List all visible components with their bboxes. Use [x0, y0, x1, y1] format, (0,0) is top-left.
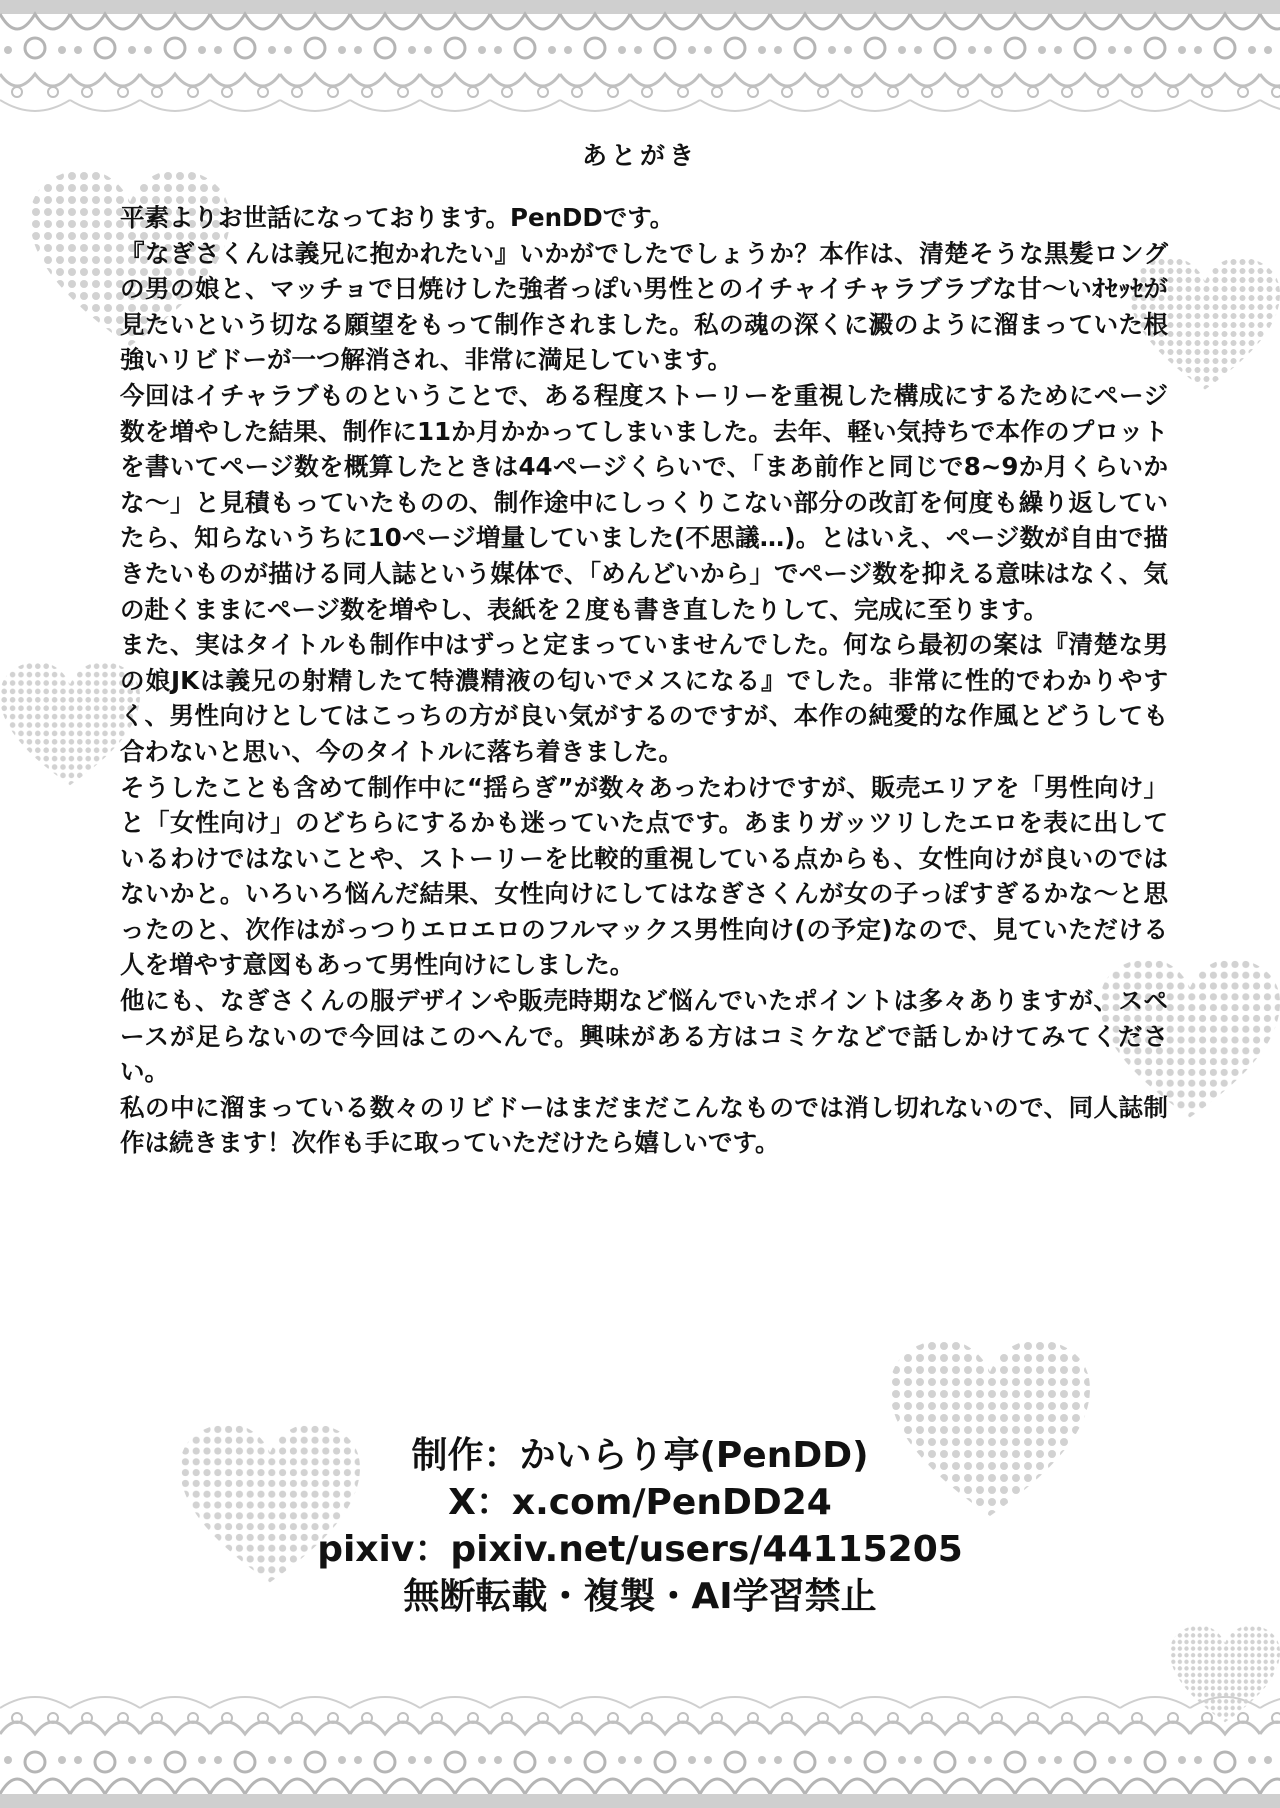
- paragraph: また、実はタイトルも制作中はずっと定まっていませんでした。何なら最初の案は『清楚な男の娘JKは義兄の射精したて特濃精液の匂いでメスになる』でした。非常に性的でわかりやすく、男性向けとしてはこっちの方が良い気がするのですが、本作の純愛的な作風とどうしても合わないと思い、今のタイトルに落ち着きました。: [120, 630, 1168, 766]
- credits-block: [0, 1432, 1280, 1620]
- paragraph: 今回はイチャラブものということで、ある程度ストーリーを重視した構成にするためにページ数を増やした結果、制作に11か月かかってしまいました。去年、軽い気持ちで本作のプロットを書いてページ数を概算したときは44ページくらいで、「まあ前作と同じで8~9か月くらいかな〜」と見積もっていたものの、制作途中にしっくりこない部分の改訂を何度も繰り返していたら、知らないうちに10ページ増量していました(不思議…)。とはいえ、ページ数が自由で描きたいものが描ける同人誌という媒体で、「めんどいから」でページ数を抑える意味はなく、気の赴くままにページ数を増やし、表紙を２度も書き直したりして、完成に至ります。: [120, 380, 1168, 624]
- dotted-heart-decoration: [1170, 1620, 1280, 1730]
- paragraph: 『なぎさくんは義兄に抱かれたい』いかがでしたでしょうか？本作は、清楚そうな黒髪ロングの男の娘と、マッチョで日焼けした強者っぽい男性とのイチャイチャラブラブな甘〜いｵｾｯｾが見たいという切なる願望をもって制作されました。私の魂の深くに澱のように溜まっていた根強いリビドーが一つ解消され、非常に満足しています。: [120, 238, 1168, 375]
- afterword-body: [120, 200, 1168, 1161]
- paragraph: 私の中に溜まっている数々のリビドーはまだまだこんなものでは消し切れないので、同人誌制作は続きます！次作も手に取っていただけたら嬉しいです。: [120, 1092, 1168, 1158]
- paragraph: そうしたことも含めて制作中に“揺らぎ”が数々あったわけですが、販売エリアを「男性向け」と「女性向け」のどちらにするかも迷っていた点です。あまりガッツリしたエロを表に出しているわけではないことや、ストーリーを比較的重視している点からも、女性向けが良いのではないかと。いろいろ悩んだ結果、女性向けにしてはなぎさくんが女の子っぽすぎるかな〜と思ったのと、次作はがっつりエロエロのフルマックス男性向け(の予定)なので、見ていただける人を増やす意図もあって男性向けにしました。: [120, 772, 1168, 980]
- credit-pixiv-account: pixiv：pixiv.net/users/44115205: [317, 1529, 963, 1570]
- dotted-heart-decoration: [0, 640, 140, 810]
- copyright-notice: 無断転載・複製・AI学習禁止: [403, 1576, 877, 1617]
- page-title: あとがき: [581, 141, 698, 170]
- credit-production: 制作：かいらり亭(PenDD): [411, 1435, 869, 1476]
- lace-border-top: [0, 0, 1280, 130]
- lace-border-bottom: [0, 1678, 1280, 1808]
- paragraph: 他にも、なぎさくんの服デザインや販売時期など悩んでいたポイントは多々ありますが、スペースが足らないので今回はこのへんで。興味がある方はコミケなどで話しかけてみてください。: [120, 986, 1168, 1087]
- credit-x-account: X：x.com/PenDD24: [448, 1482, 832, 1523]
- paragraph: 平素よりお世話になっております。PenDDです。: [120, 203, 675, 232]
